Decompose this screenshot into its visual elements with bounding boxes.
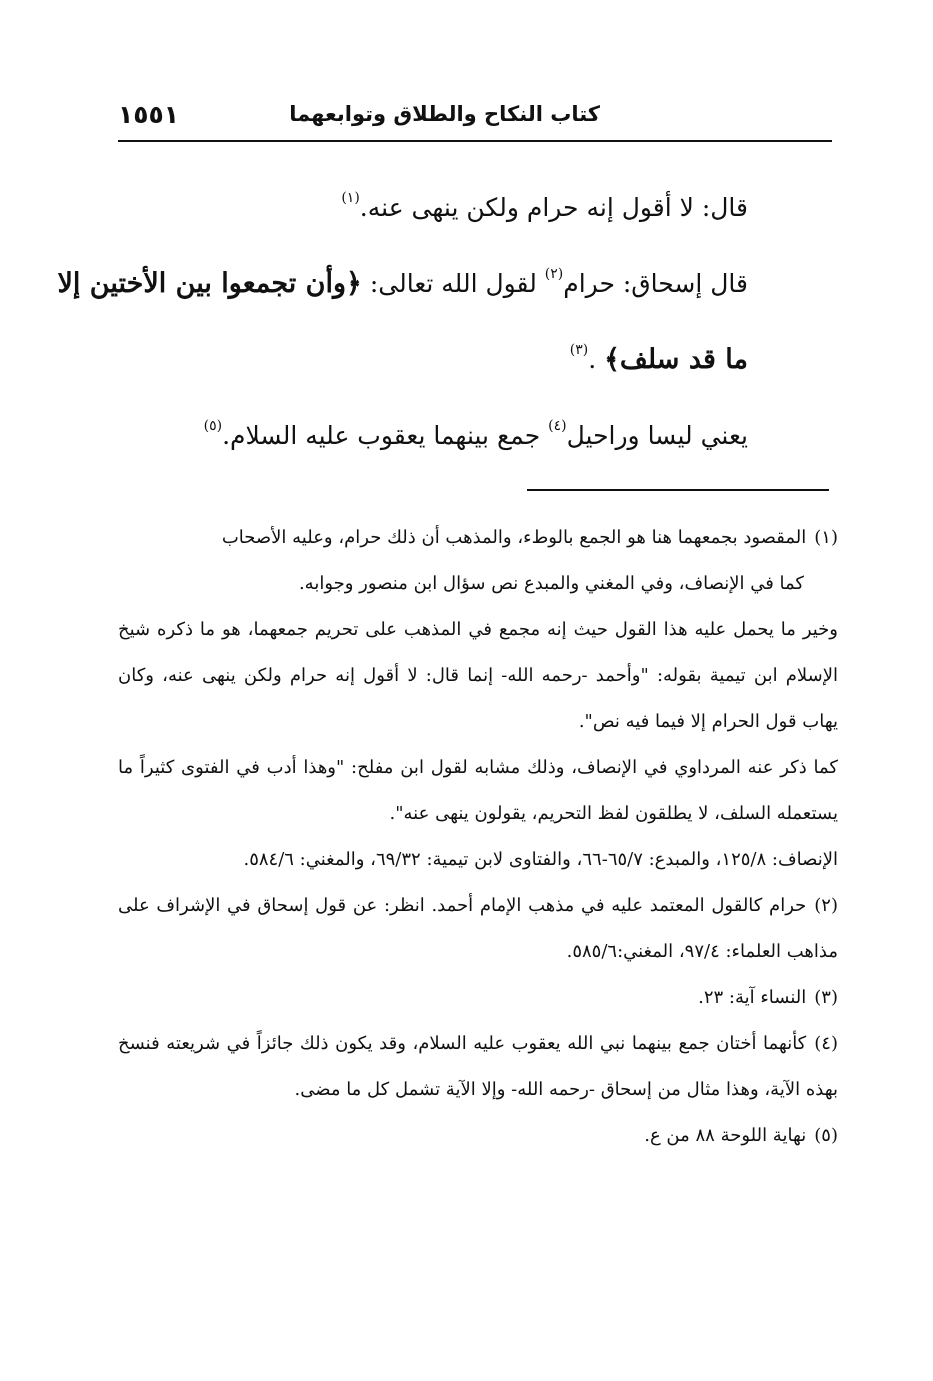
footnote-4-number: (٤) [814, 1033, 838, 1054]
footnote-1-references: الإنصاف: ١٢٥/٨، والمبدع: ٦٥/٧-٦٦، والفتاوى لابن تيمية: ٦٩/٣٢، والمغني: ٥٨٤/٦. [243, 849, 838, 870]
main-line-1-text: قال: لا أقول إنه حرام ولكن ينهى عنه. [359, 193, 748, 222]
page-header [118, 100, 830, 136]
footnote-1-paragraph-3: كما ذكر عنه المرداوي في الإنصاف، وذلك مشابه لقول ابن مفلح: "وهذا أدب في الفتوى كثيراً ما يستعمله السلف، لا يطلقون لفظ التحريم، يقولون ينهى عنه". [118, 757, 838, 824]
footnote-1-line-1: المقصود بجمعهما هنا هو الجمع بالوطء، والمذهب أن ذلك حرام، وعليه الأصحاب [221, 527, 807, 548]
quran-verse-part-2: ما قد سلف﴾ [604, 344, 748, 375]
footnote-1-paragraph-2: وخير ما يحمل عليه هذا القول حيث إنه مجمع في المذهب على تحريم جمعهما، هو ما ذكره شيخ الإسلام ابن تيمية بقوله: "وأحمد -رحمه الله- إنما قال: لا أقول إنه حرام ولكن ينهى عنه، وكان يهاب قول الحرام إلا فيما فيه نص". [118, 619, 838, 732]
header-divider [118, 140, 832, 142]
footnote-2-number: (٢) [814, 895, 838, 916]
footnote-5-text: نهاية اللوحة ٨٨ من ع. [644, 1125, 807, 1146]
footnote-2-text: حرام كالقول المعتمد عليه في مذهب الإمام أحمد. انظر: عن قول إسحاق في الإشراف على مذاهب العلماء: ٩٧/٤، المغني:٥٨٥/٦. [118, 895, 838, 962]
footnote-ref-1: (١) [341, 190, 360, 206]
main-line-2-text-b: لقول الله تعالى: [361, 269, 545, 298]
main-line-3-text: . [588, 345, 605, 374]
main-line-1 [138, 170, 748, 246]
footnote-ref-3: (٣) [569, 342, 589, 358]
main-text [57, 170, 748, 474]
running-title: كتاب النكاح والطلاق وتوابعهما [289, 102, 600, 126]
footnote-3 [118, 975, 838, 1021]
footnote-3-text: النساء آية: ٢٣. [698, 987, 807, 1008]
footnote-4 [118, 1021, 838, 1113]
footnote-ref-5: (٥) [203, 418, 223, 434]
footnote-ref-2: (٢) [544, 266, 564, 282]
footnotes [118, 515, 838, 1159]
footnote-ref-4: (٤) [548, 418, 567, 434]
footnote-4-text: كأنهما أختان جمع بينهما نبي الله يعقوب عليه السلام، وقد يكون ذلك جائزاً في شريعته فنسخ بهذه الآية، وهذا مثال من إسحاق -رحمه الله- وإلا الآية تشمل كل ما مضى. [118, 1033, 838, 1100]
footnote-3-number: (٣) [814, 987, 838, 1008]
footnote-divider [527, 489, 829, 491]
main-line-2-text-a: قال إسحاق: حرام [563, 269, 748, 298]
footnote-1-number: (١) [814, 527, 838, 548]
footnote-1-line-2: كما في الإنصاف، وفي المغني والمبدع نص سؤال ابن منصور وجوابه. [298, 573, 804, 594]
main-line-2 [57, 246, 748, 322]
main-line-4-text-b: جمع بينهما يعقوب عليه السلام. [222, 421, 549, 450]
main-line-3 [138, 322, 748, 398]
page-number: ١٥٥١ [118, 100, 180, 129]
quran-verse-part-1: ﴿وأن تجمعوا بين الأختين إلا [57, 268, 362, 299]
main-line-4 [138, 398, 748, 474]
footnote-1 [118, 515, 838, 561]
footnote-2 [118, 883, 838, 975]
main-line-4-text-a: يعني ليسا وراحيل [566, 421, 748, 450]
footnote-5-number: (٥) [814, 1125, 838, 1146]
footnote-5 [118, 1113, 838, 1159]
